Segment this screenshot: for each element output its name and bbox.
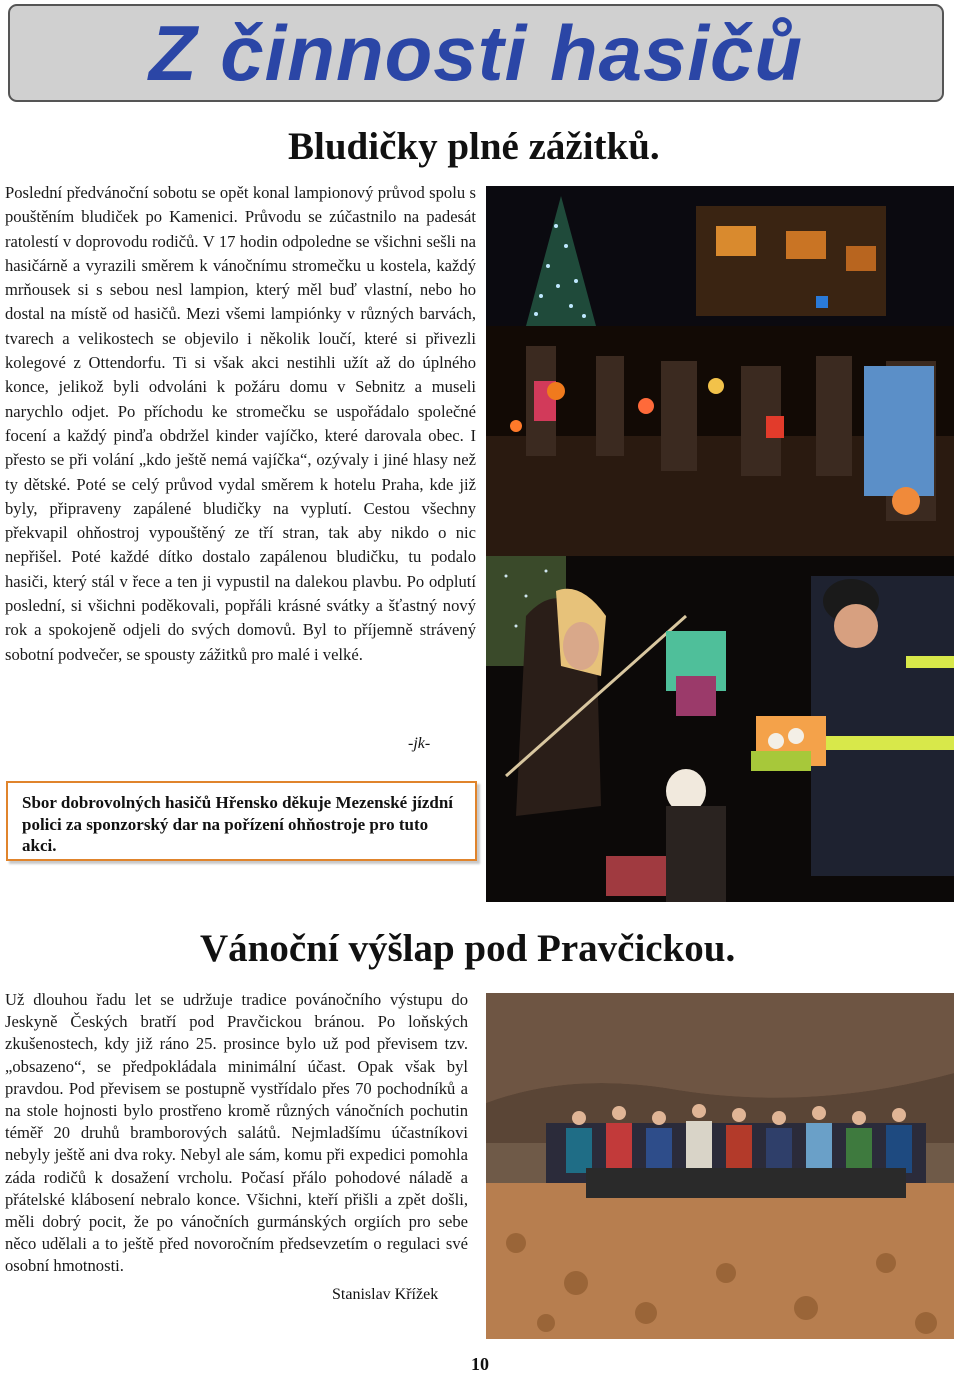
article1-headline: Bludičky plné zážitků. xyxy=(288,125,660,168)
firefighter-eggs-photo xyxy=(486,556,954,902)
page-number: 10 xyxy=(471,1354,489,1374)
section-title: Z činnosti hasičů xyxy=(148,9,804,97)
thanks-box xyxy=(6,781,477,861)
article2-body: Už dlouhou řadu let se udržuje tradice povánočního výstupu do Jeskyně Českých bratří pod Pravčickou bránou. Po loňských zkušenostech, kdy již ráno 25. prosince bylo už pod převisem tzv. „obsazeno“, se předpokládala minimální účast. Opak však byl pravdou. Pod převisem se postupně vystřídalo přes 70 pochodníků a na stole hojnosti bylo prostřeno kromě různých vánočních pochutin téměř 20 druhů bramborových salátů. Nejmladšímu účastníkovi nebyly ještě ani dva roky. Nebyl ale sám, komu při expedici pomohla záda rodičů k dosažení vrcholu. Počasí přálo pohodové náladě a přátelské klábosení nebralo konce. Všichni, kteří přišli a zpět došli, měli dobrý pocit, že po vánočních gurmánských orgiích pro sebe něco udělali a to ještě před novoročním předsevzetím o regulaci své osobní hmotnosti. xyxy=(5,990,468,1276)
lantern-procession-photo xyxy=(486,186,954,556)
article1-signature: -jk- xyxy=(408,735,431,752)
article2-headline: Vánoční výšlap pod Pravčickou. xyxy=(200,927,736,970)
section-banner xyxy=(8,4,944,102)
cave-group-photo xyxy=(486,993,954,1339)
article2-signature: Stanislav Křížek xyxy=(332,1286,439,1303)
thanks-text: Sbor dobrovolných hasičů Hřensko děkuje Mezenské jízdní polici za sponzorský dar na pořízení ohňostroje pro tuto akci. xyxy=(22,793,454,855)
article1-body: Poslední předvánoční sobotu se opět konal lampionový průvod spolu s pouštěním bludiček po Kamenici. Průvodu se zúčastnilo na padesát ratolestí v doprovodu rodičů. V 17 hodin odpoledne se všichni sešli na hasičárně a vyrazili směrem k vánočnímu stromečku u kostela, každý mrňousek si s sebou nesl lampion, který měl buď vlastní, nebo ho dostal na místě od hasičů. Mezi všemi lampiónky v různých barvách, tvarech a velikostech se objevilo i několik loučí, které si přivezli kolegové z Ottendorfu. Ti si však akci nestihli užít až do úplného konce, jelikož byli odvoláni k požáru domu v Sebnitz a museli narychlo odjet. Po příchodu ke stromečku se uspořádalo společné focení a každý pinďa obdržel kinder vajíčko, které darovala obec. I přesto se při volání „kdo ještě nemá vajíčka“, ozývaly i jiné hlasy než ty dětské. Poté se celý průvod vydal směrem k hotelu Praha, kde již byly, připraveny zapálené bludičky na vyplutí. Cestou všechny překvapil ohňostroj vypouštěný ze tří stran, tak aby nikdo o nic nepřišel. Poté každé dítko dostalo zapálenou bludičku, tu podalo hasiči, který stál v řece a ten ji vypustil na dalekou plavbu. Po odplutí poslední, si všichni poděkovali, popřáli krásné svátky a šťastný nový rok a spokojeně odjeli do svých domovů. Byl to příjemně strávený sobotní podvečer, se spousty zážitků pro malé i velké. xyxy=(5,183,476,664)
